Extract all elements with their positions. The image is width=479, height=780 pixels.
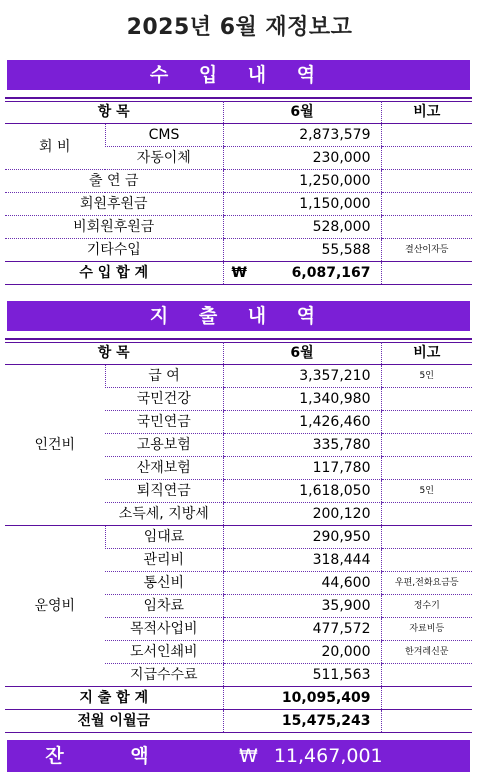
income-table [5,101,472,285]
currency-symbol: ₩ [231,265,247,281]
row-amount: 2,873,579 [223,124,381,147]
income-header-row [5,101,472,124]
row-label: 통신비 [105,572,223,595]
income-total-row [5,262,472,285]
expense-header-row [5,342,472,365]
expense-total-amount: 10,095,409 [223,687,381,710]
row-amount: 1,340,980 [223,388,381,411]
table-row [5,193,472,216]
carryover-amount: 15,475,243 [223,710,381,733]
row-note [381,411,472,434]
row-label: 도서인쇄비 [105,641,223,664]
expense-table [5,342,472,733]
row-note [381,549,472,572]
income-col-month: 6월 [223,101,381,124]
row-amount: 200,120 [223,503,381,526]
carryover-note [381,710,472,733]
row-label: 임대료 [105,526,223,549]
row-note: 한겨레신문 [381,641,472,664]
row-amount: 1,250,000 [223,170,381,193]
row-label: 급 여 [105,365,223,388]
row-note [381,124,472,147]
income-section-header: 수 입 내 역 [7,60,470,90]
table-row [5,526,472,549]
row-amount: 117,780 [223,457,381,480]
expense-section-header: 지 출 내 역 [7,301,470,331]
row-note [381,457,472,480]
row-note [381,193,472,216]
balance-bar [7,740,470,772]
table-row [5,216,472,239]
balance-amount: 11,467,001 [273,745,383,767]
row-label: 비회원후원금 [5,216,223,239]
page-title: 2025년 6월 재정보고 [126,15,353,40]
table-row [5,170,472,193]
row-note [381,170,472,193]
expense-total-row [5,687,472,710]
row-label: 관리비 [105,549,223,572]
row-amount: 318,444 [223,549,381,572]
row-note [381,503,472,526]
expense-col-month: 6월 [223,342,381,365]
row-label: 자동이체 [105,147,223,170]
row-label: CMS [105,124,223,147]
currency-symbol: ₩ [239,745,258,767]
row-amount: 44,600 [223,572,381,595]
row-amount: 3,357,210 [223,365,381,388]
row-amount: 477,572 [223,618,381,641]
row-amount: 230,000 [223,147,381,170]
row-note [381,216,472,239]
expense-total-note [381,687,472,710]
row-amount: 1,618,050 [223,480,381,503]
row-label: 회원후원금 [5,193,223,216]
row-amount: 290,950 [223,526,381,549]
row-note: 정수기 [381,595,472,618]
income-col-note: 비고 [381,101,472,124]
row-label: 기타수입 [5,239,223,262]
expense-total-label: 지 출 합 계 [5,687,223,710]
row-note: 결산이자등 [381,239,472,262]
row-note [381,434,472,457]
table-row [5,365,472,388]
expense-col-item: 항 목 [5,342,223,365]
row-amount: 1,150,000 [223,193,381,216]
row-note: 자료비등 [381,618,472,641]
table-row [5,239,472,262]
row-label: 출 연 금 [5,170,223,193]
balance-label: 잔 액 [45,745,179,767]
row-label: 소득세, 지방세 [105,503,223,526]
row-amount: 528,000 [223,216,381,239]
row-note: 우편,전화요금등 [381,572,472,595]
operating-group-label: 운영비 [5,526,105,687]
personnel-group-label: 인건비 [5,365,105,526]
row-amount: 511,563 [223,664,381,687]
row-note [381,147,472,170]
carryover-label: 전월 이월금 [5,710,223,733]
row-label: 산재보험 [105,457,223,480]
table-row [5,124,472,147]
row-label: 퇴직연금 [105,480,223,503]
income-total-cell [223,262,381,285]
row-amount: 1,426,460 [223,411,381,434]
income-col-item: 항 목 [5,101,223,124]
row-amount: 20,000 [223,641,381,664]
row-amount: 55,588 [223,239,381,262]
row-label: 임차료 [105,595,223,618]
row-amount: 335,780 [223,434,381,457]
row-label: 지급수수료 [105,664,223,687]
income-group-label: 회 비 [5,124,105,170]
row-note: 5인 [381,480,472,503]
row-label: 국민건강 [105,388,223,411]
balance-amount-cell [239,740,383,772]
income-total-note [381,262,472,285]
row-note [381,526,472,549]
carryover-row [5,710,472,733]
row-label: 목적사업비 [105,618,223,641]
income-total-label: 수 입 합 계 [5,262,223,285]
row-note: 5인 [381,365,472,388]
row-note [381,388,472,411]
row-amount: 35,900 [223,595,381,618]
expense-col-note: 비고 [381,342,472,365]
row-label: 국민연금 [105,411,223,434]
row-label: 고용보험 [105,434,223,457]
income-total-amount: 6,087,167 [291,265,371,281]
row-note [381,664,472,687]
